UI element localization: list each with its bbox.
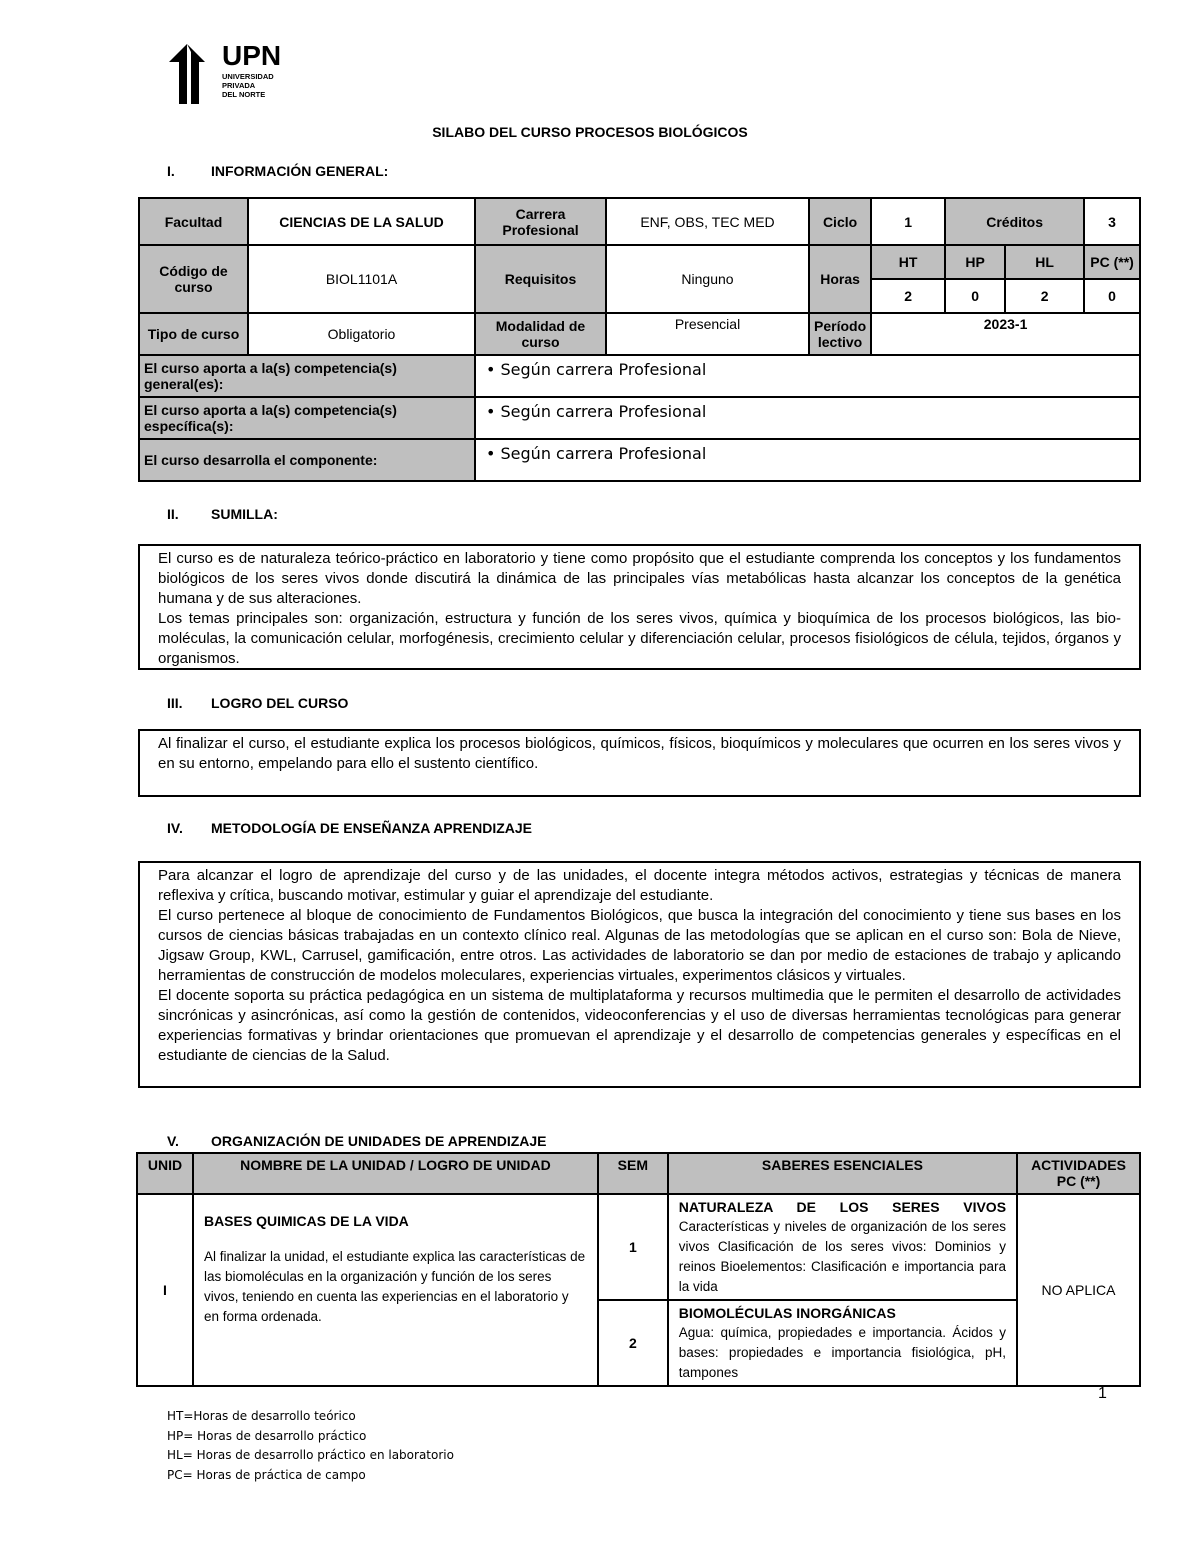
metodologia-paragraph-3: El docente soporta su práctica pedagógica en un sistema de multiplataforma y recursos multimedia que le permiten el desarrollo de actividades sincrónicas y asincrónicas, así como la gestión de contenidos, videoconferencias y el uso de diversas herramientas tecnológicas para generar experiencias formativas y brindar orientaciones que promuevan el aprendizaje y el desarrollo de competencias generales y específicas en el estudiante de ciencias de la Salud. — [158, 987, 1121, 1064]
header-unid: UNID — [137, 1153, 193, 1194]
week-text: Características y niveles de organización de los seres vivos Clasificación de los seres vivos: Dominios y reinos Bioelementos: Clasificación e importancia para la vida — [678, 1219, 1007, 1294]
modalidad-label: Modalidad de curso — [475, 313, 606, 355]
requisitos-value: Ninguno — [606, 245, 809, 313]
requisitos-label: Requisitos — [475, 245, 606, 313]
pc-value: 0 — [1084, 279, 1140, 313]
ciclo-value: 1 — [871, 198, 945, 245]
header-nombre: NOMBRE DE LA UNIDAD / LOGRO DE UNIDAD — [193, 1153, 598, 1194]
codigo-label: Código de curso — [139, 245, 248, 313]
componente-value: • Según carrera Profesional — [475, 439, 1140, 481]
week-content — [668, 1300, 1017, 1386]
hl-value: 2 — [1005, 279, 1084, 313]
creditos-value: 3 — [1084, 198, 1140, 245]
header-saberes: SABERES ESENCIALES — [668, 1153, 1017, 1194]
facultad-label: Facultad — [139, 198, 248, 245]
footnote-hp: HP= Horas de desarrollo práctico — [167, 1428, 367, 1443]
hp-label: HP — [945, 245, 1005, 279]
unit-name-cell — [193, 1194, 598, 1386]
section-heading-2: II. SUMILLA: — [167, 506, 278, 522]
document-title: SILABO DEL CURSO PROCESOS BIOLÓGICOS — [432, 124, 748, 140]
metodologia-box — [138, 861, 1141, 1088]
section-heading-1: I. INFORMACIÓN GENERAL: — [167, 163, 389, 179]
footnotes — [167, 1407, 454, 1485]
section-heading-5: V. ORGANIZACIÓN DE UNIDADES DE APRENDIZAJE — [167, 1133, 547, 1149]
week-text: Agua: química, propiedades e importancia. Ácidos y bases: propiedades e importancia fisiológica, pH, tampones — [678, 1325, 1007, 1380]
tipo-value: Obligatorio — [248, 313, 475, 355]
sumilla-paragraph-2: Los temas principales son: organización, estructura y función de los seres vivos, química y bioquímica de los procesos biológicos, las bio- moléculas, la comunicación celular, morfogénesis, crecimiento celular y diferenciación celular, procesos fisiológicos de célula, tejidos, órganos y organismos. — [158, 610, 1121, 667]
page-number: 1 — [1098, 1385, 1107, 1402]
footnote-pc: PC= Horas de práctica de campo — [167, 1467, 366, 1482]
week-title: BIOMOLÉCULAS INORGÁNICAS — [678, 1305, 896, 1321]
ht-label: HT — [871, 245, 945, 279]
logro-box — [138, 729, 1141, 797]
carrera-label: Carrera Profesional — [475, 198, 606, 245]
hp-value: 0 — [945, 279, 1005, 313]
units-table — [136, 1152, 1141, 1387]
unit-name: BASES QUIMICAS DE LA VIDA — [203, 1213, 409, 1229]
logro-text: Al finalizar el curso, el estudiante explica los procesos biológicos, químicos, físicos, bioquímicos y moleculares que ocurren en los seres vivos y en su entorno, empelando para ello el sustento científico. — [158, 735, 1121, 772]
horas-label: Horas — [809, 245, 871, 313]
pc-label: PC (**) — [1084, 245, 1140, 279]
week-number: 1 — [598, 1194, 668, 1300]
carrera-value: ENF, OBS, TEC MED — [606, 198, 809, 245]
metodologia-paragraph-2: El curso pertenece al bloque de conocimiento de Fundamentos Biológicos, que busca la integración del conocimiento y tiene sus bases en los cursos de ciencias básicas trabajadas en un contexto clínico real. Algunas de las metodologías que se aplican en el curso son: Bola de Nieve, Jigsaw Group, KWL, Carrusel, gamificación, entre otros. Las actividades de laboratorio se dan por medio de estaciones de trabajo y aplicando herramientas de construcción de modelos moleculares, experiencias virtuales, experimentos clásicos y virtuales. — [158, 907, 1121, 984]
unit-number: I — [137, 1194, 193, 1386]
modalidad-value: Presencial — [606, 313, 809, 355]
unit-actividades: NO APLICA — [1017, 1194, 1140, 1386]
periodo-value: 2023-1 — [871, 313, 1140, 355]
componente-label: El curso desarrolla el componente: — [139, 439, 475, 481]
section-heading-3: III. LOGRO DEL CURSO — [167, 695, 349, 711]
general-info-table — [138, 197, 1141, 482]
section-heading-4: IV. METODOLOGÍA DE ENSEÑANZA APRENDIZAJE — [167, 820, 532, 836]
periodo-label: Período lectivo — [809, 313, 871, 355]
competencia-especifica-label: El curso aporta a la(s) competencia(s) específica(s): — [139, 397, 475, 439]
facultad-value: CIENCIAS DE LA SALUD — [248, 198, 475, 245]
tipo-label: Tipo de curso — [139, 313, 248, 355]
sumilla-paragraph-1: El curso es de naturaleza teórico-práctico en laboratorio y tiene como propósito que el estudiante comprenda los conceptos y los fundamentos biológicos de los seres vivos donde discutirá la dinámica de las principales vías metabólicas hasta alcanzar los conceptos de la genética humana y de sus alteraciones. — [158, 550, 1121, 607]
competencia-general-label: El curso aporta a la(s) competencia(s) general(es): — [139, 355, 475, 397]
ht-value: 2 — [871, 279, 945, 313]
codigo-value: BIOL1101A — [248, 245, 475, 313]
competencia-especifica-value: • Según carrera Profesional — [475, 397, 1140, 439]
unit-logro: Al finalizar la unidad, el estudiante explica las características de las biomoléculas en la organización y función de los seres vivos, teniendo en cuenta las experiencias en el laboratorio y en forma ordenada. — [203, 1249, 586, 1324]
logo-brand: UPN — [222, 40, 282, 71]
ciclo-label: Ciclo — [809, 198, 871, 245]
week-title: NATURALEZA DE LOS SERES VIVOS — [678, 1199, 1007, 1215]
header-sem: SEM — [598, 1153, 668, 1194]
week-number: 2 — [598, 1300, 668, 1386]
competencia-general-value: • Según carrera Profesional — [475, 355, 1140, 397]
sumilla-box — [138, 544, 1141, 670]
creditos-label: Créditos — [945, 198, 1084, 245]
metodologia-paragraph-1: Para alcanzar el logro de aprendizaje del curso y de las unidades, el docente integra métodos activos, estrategias y técnicas de manera reflexiva y crítica, buscando motivar, estimular y guiar el aprendizaje del estudiante. — [158, 867, 1121, 904]
hl-label: HL — [1005, 245, 1084, 279]
footnote-hl: HL= Horas de desarrollo práctico en laboratorio — [167, 1448, 454, 1462]
logo-subtitle: UNIVERSIDAD PRIVADA DEL NORTE — [222, 72, 274, 99]
week-content — [668, 1194, 1017, 1300]
table-row — [137, 1194, 1140, 1300]
header-actividades: ACTIVIDADES PC (**) — [1017, 1153, 1140, 1194]
footnote-ht: HT=Horas de desarrollo teórico — [167, 1409, 356, 1423]
